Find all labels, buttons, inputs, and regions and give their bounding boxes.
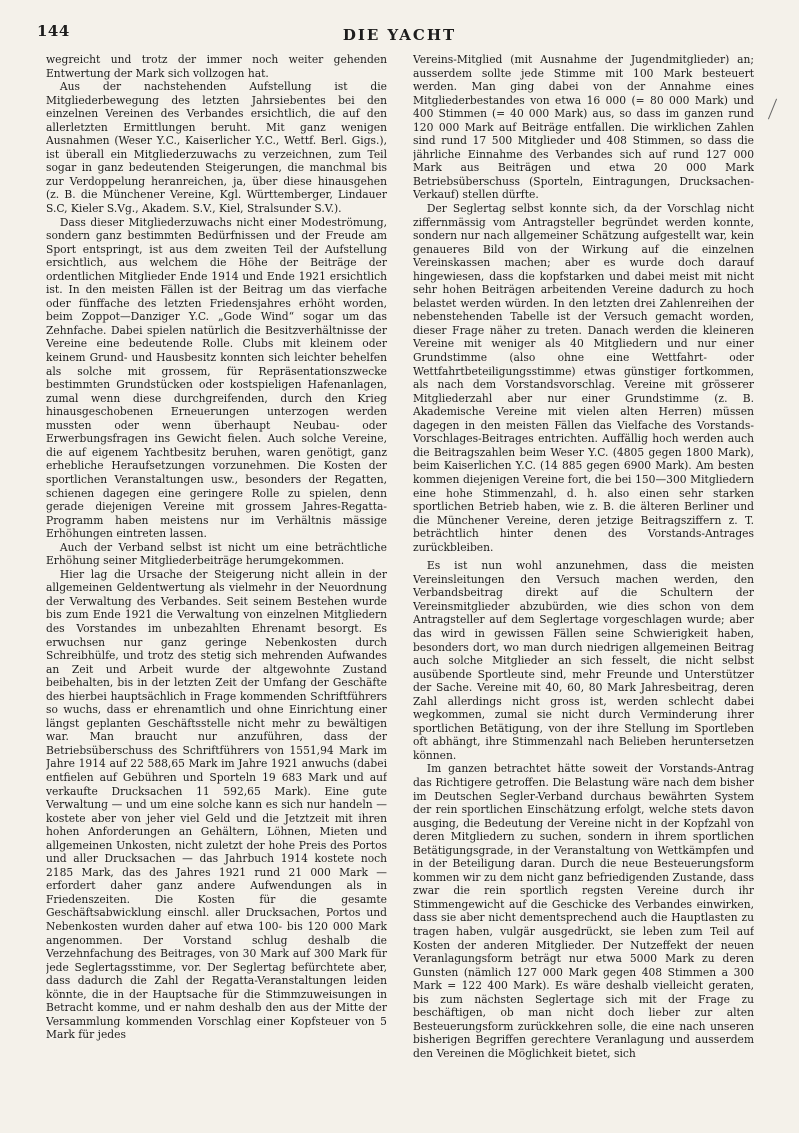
running-title: DIE YACHT [342, 26, 457, 44]
margin-mark [768, 99, 777, 120]
page-number: 144 [37, 22, 70, 40]
right-column [413, 53, 754, 1113]
paragraph: Im ganzen betrachtet hätte soweit der Vorstands-Antrag das Richtigere getroffen. Die Belastung wäre nach dem bisher im Deutschen Segler-Verband durchaus bewährten System der rein sportlichen Einschätzung erfolgt, welche stets davon ausging, die Bedeutung der Vereine nicht in der Kopfzahl von deren Mitgliedern zu suchen, sondern in ihrem sportlichen Betätigungsgrade, in der Veranstaltung von Wettkämpfen und in der Beteiligung daran. Durch die neue Besteuerungsform kommen wir zu dem nicht ganz befriedigenden Zustande, dass zwar die rein sportlich regsten Vereine durch ihr Stimmengewicht auf die Geschicke des Verbandes einwirken, dass sie aber nicht dementsprechend auch die Hauptlasten zu tragen haben, vulgär ausgedrückt, sie leben zum Teil auf Kosten der anderen Mitglieder. Der Nutzeffekt der neuen Veranlagungsform beträgt nur etwa 5000 Mark zu deren Gunsten (nämlich 127 000 Mark gegen 408 Stimmen a 300 Mark = 122 400 Mark). Es wäre deshalb vielleicht geraten, bis zum nächsten Seglertage sich mit der Frage zu beschäftigen, ob man nicht doch lieber zur alten Besteuerungsform zurückkehren solle, die eine nach unseren bisherigen Begriffen gerechtere Veranlagung und ausserdem den Vereinen die Möglichkeit bietet, sich [413, 762, 754, 1060]
paragraph: Dass dieser Mitgliederzuwachs nicht einer Modeströmung, sondern ganz bestimmten Bedürfnissen und der Freude am Sport entspringt, ist aus dem zweiten Teil der Aufstellung ersichtlich, aus welchem die Höhe der Beiträge der ordentlichen Mitglieder Ende 1914 und Ende 1921 ersichtlich ist. In den meisten Fällen ist der Beitrag um das vierfache oder fünffache des letzten Friedensjahres erhöht worden, beim Zoppot—Danziger Y.C. „Gode Wind“ sogar um das Zehnfache. Dabei spielen natürlich die Besitzverhältnisse der Vereine eine bedeutende Rolle. Clubs mit kleinem oder keinem Grund- und Hausbesitz konnten sich leichter behelfen als solche mit grossem, für Repräsentationszwecke bestimmten Grundstücken oder kostspieligen Hafenanlagen, zumal wenn diese durchgreifenden, durch den Krieg hinausgeschobenen Erneuerungen unterzogen werden mussten oder wenn überhaupt Neubau- oder Erwerbungsfragen ins Gewicht fielen. Auch solche Vereine, die auf eigenem Yachtbesitz beruhen, waren genötigt, ganz erhebliche Heraufsetzungen vorzunehmen. Die Kosten der sportlichen Veranstaltungen usw., besonders der Regatten, schienen dagegen eine geringere Rolle zu spielen, denn gerade diejenigen Vereine mit grossem Jahres-Regatta-Programm haben meistens nur im Verhältnis mässige Erhöhungen eintreten lassen. [46, 215, 387, 541]
paragraph: Es ist nun wohl anzunehmen, dass die meisten Vereinsleitungen den Versuch machen werden, den Verbandsbeitrag direkt auf die Schultern der Vereinsmitglieder abzubürden, wie dies schon von dem Antragsteller auf dem Seglertage vorgeschlagen wurde; aber das wird in gewissen Fällen seine Schwierigkeit haben, besonders dort, wo man durch niedrigen allgemeinen Beitrag auch solche Mitglieder an sich fesselt, die nicht selbst ausübende Sportleute sind, mehr Freunde und Unterstützer der Sache. Vereine mit 40, 60, 80 Mark Jahresbeitrag, deren Zahl allerdings nicht gross ist, werden schlecht dabei wegkommen, zumal sie nicht durch Verminderung ihrer sportlichen Betätigung, von der ihre Stellung im Sportleben oft abhängt, ihre Stimmenzahl nach Belieben heruntersetzen können. [413, 559, 754, 762]
paragraph: Hier lag die Ursache der Steigerung nicht allein in der allgemeinen Geldentwertung als vielmehr in der Neuordnung der Verwaltung des Verbandes. Seit seinem Bestehen wurde bis zum Ende 1921 die Verwaltung von einzelnen Mitgliedern des Vorstandes im unbezahlten Ehrenamt besorgt. Es erwuchsen nur ganz geringe Nebenkosten durch Schreibhülfe, und trotz des stetig sich mehrenden Aufwandes an Zeit und Arbeit wurde der altgewohnte Zustand beibehalten, bis in der letzten Zeit der Umfang der Geschäfte des hierbei hauptsächlich in Frage kommenden Schriftführers so wuchs, dass er ehrenamtlich und ohne Einrichtung einer längst geplanten Geschäftsstelle nicht mehr zu bewältigen war. Man braucht nur anzuführen, dass der Betriebsüberschuss des Schriftführers von 1551,94 Mark im Jahre 1914 auf 22 588,65 Mark im Jahre 1921 anwuchs (dabei entfielen auf Gebühren und Sporteln 19 683 Mark und auf verkaufte Drucksachen 11 592,65 Mark). Eine gute Verwaltung — und um eine solche kann es sich nur handeln — kostete aber von jeher viel Geld und die Jetztzeit mit ihren hohen Anforderungen an Gehältern, Löhnen, Mieten und allgemeinen Unkosten, nicht zuletzt der hohe Preis des Portos und aller Drucksachen — das Jahrbuch 1914 kostete noch 2185 Mark, das des Jahres 1921 rund 21 000 Mark — erfordert daher ganz andere Aufwendungen als in Friedenszeiten. Die Kosten für die gesamte Geschäftsabwicklung einschl. aller Drucksachen, Portos und Nebenkosten wurden daher auf etwa 100- bis 120 000 Mark angenommen. Der Vorstand schlug deshalb die Verzehnfachung des Beitrages, von 30 Mark auf 300 Mark für jede Seglertagsstimme, vor. Der Seglertag befürchtete aber, dass dadurch die Zahl der Regatta-Veranstaltungen leiden könnte, die in der Hauptsache für die Stimmzuweisungen in Betracht komme, und er nahm deshalb den aus der Mitte der Versammlung kommenden Vorschlag einer Kopfsteuer von 5 Mark für jedes [46, 567, 387, 1042]
paragraph: Aus der nachstehenden Aufstellung ist die Mitgliederbewegung des letzten Jahrsiebentes bei den einzelnen Vereinen des Verbandes ersichtlich, die auf den allerletzten Ermittlungen beruht. Mit ganz wenigen Ausnahmen (Weser Y.C., Kaiserlicher Y.C., Wettf. Berl. Gigs.), ist überall ein Mitgliederzuwachs zu verzeichnen, zum Teil sogar in ganz bedeutenden Steigerungen, die manchmal bis zur Verdoppelung heranreichen, ja, über diese hinausgehen (z. B. die Münchener Vereine, Kgl. Württemberger, Lindauer S.C, Kieler S.Vg., Akadem. S.V., Kiel, Stralsunder S.V.). [46, 80, 387, 216]
paragraph: Auch der Verband selbst ist nicht um eine beträchtliche Erhöhung seiner Mitgliederbeiträge herumgekommen. [46, 540, 387, 568]
paragraph: Vereins-Mitglied (mit Ausnahme der Jugendmitglieder) an; ausserdem sollte jede Stimme mit 100 Mark besteuert werden. Man ging dabei von der Annahme eines Mitgliederbestandes von etwa 16 000 (= 80 000 Mark) und 400 Stimmen (= 40 000 Mark) aus, so dass im ganzen rund 120 000 Mark auf Beiträge entfallen. Die wirklichen Zahlen sind rund 17 500 Mitglieder und 408 Stimmen, so dass die jährliche Einnahme des Verbandes sich auf rund 127 000 Mark aus Beiträgen und etwa 20 000 Mark Betriebsüberschuss (Sporteln, Eintragungen, Drucksachen-Verkauf) stellen dürfte. [413, 53, 754, 202]
paragraph: Der Seglertag selbst konnte sich, da der Vorschlag nicht ziffernmässig vom Antragsteller begründet werden konnte, sondern nur nach allgemeiner Schätzung aufgestellt war, kein genaueres Bild von der Wirkung auf die einzelnen Vereinskassen machen; aber es wurde doch darauf hingewiesen, dass die kopfstarken und dabei meist mit nicht sehr hohen Beiträgen arbeitenden Vereine dadurch zu hoch belastet werden würden. In den letzten drei Zahlenreihen der nebenstehenden Tabelle ist der Versuch gemacht worden, dieser Frage näher zu treten. Danach werden die kleineren Vereine mit weniger als 40 Mitgliedern und nur einer Grundstimme (also ohne eine Wettfahrt- oder Wettfahrtbeteiligungsstimme) etwas günstiger fortkommen, als nach dem Vorstandsvorschlag. Vereine mit grösserer Mitgliederzahl aber nur einer Grundstimme (z. B. Akademische Vereine mit vielen alten Herren) müssen dagegen in den meisten Fällen das Vielfache des Vorstands-Vorschlages-Beitrages entrichten. Auffällig hoch werden auch die Beitragszahlen beim Weser Y.C. (4805 gegen 1800 Mark), beim Kaiserlichen Y.C. (14 885 gegen 6900 Mark). Am besten kommen diejenigen Vereine fort, die bei 150—300 Mitgliedern eine hohe Stimmenzahl, d. h. also einen sehr starken sportlichen Betrieb haben, wie z. B. die älteren Berliner und die Münchener Vereine, deren jetzige Beitragsziffern z. T. beträchtlich hinter denen des Vorstands-Antrages zurückbleiben. [413, 202, 754, 554]
paragraph: wegreicht und trotz der immer noch weiter gehenden Entwertung der Mark sich vollzogen hat. [46, 53, 387, 80]
left-column [46, 53, 387, 1113]
